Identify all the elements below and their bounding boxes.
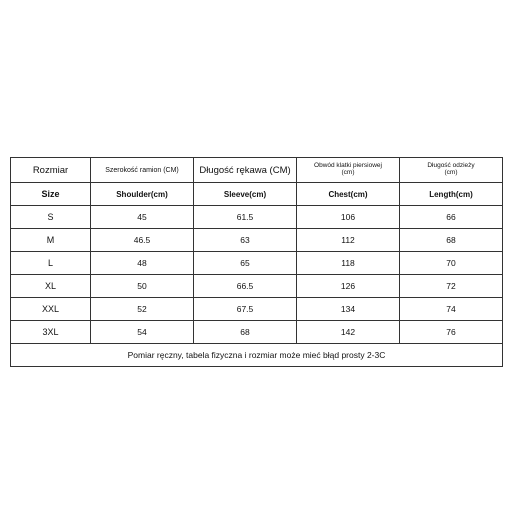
header-cell-size-pl: Rozmiar <box>11 158 91 183</box>
sleeve-cell: 61.5 <box>194 206 297 229</box>
size-cell: S <box>11 206 91 229</box>
chest-cell: 112 <box>297 229 400 252</box>
table-row <box>11 206 503 229</box>
length-cell: 68 <box>400 229 503 252</box>
sleeve-cell: 68 <box>194 321 297 344</box>
table-row <box>11 275 503 298</box>
header-cell-chest-pl <box>297 158 400 183</box>
table-row <box>11 321 503 344</box>
shoulder-cell: 45 <box>91 206 194 229</box>
header-row-english <box>11 183 503 206</box>
header-cell-length-pl <box>400 158 503 183</box>
header-cell-shoulder-pl: Szerokość ramion (CM) <box>91 158 194 183</box>
shoulder-cell: 46.5 <box>91 229 194 252</box>
length-cell: 70 <box>400 252 503 275</box>
length-cell: 76 <box>400 321 503 344</box>
length-cell: 74 <box>400 298 503 321</box>
sleeve-cell: 67.5 <box>194 298 297 321</box>
shoulder-cell: 48 <box>91 252 194 275</box>
sleeve-cell: 63 <box>194 229 297 252</box>
shoulder-cell: 50 <box>91 275 194 298</box>
header-cell-size-en: Size <box>11 183 91 206</box>
header-cell-sleeve-en: Sleeve(cm) <box>194 183 297 206</box>
header-cell-shoulder-en: Shoulder(cm) <box>91 183 194 206</box>
header-cell-length-en: Length(cm) <box>400 183 503 206</box>
size-cell: XL <box>11 275 91 298</box>
chest-cell: 106 <box>297 206 400 229</box>
length-cell: 72 <box>400 275 503 298</box>
header-length-pl-label: Długość odzieży (cm) <box>427 162 475 176</box>
chest-cell: 134 <box>297 298 400 321</box>
header-cell-sleeve-pl: Długość rękawa (CM) <box>194 158 297 183</box>
header-row-polish <box>11 158 503 183</box>
chest-cell: 126 <box>297 275 400 298</box>
chest-cell: 142 <box>297 321 400 344</box>
header-chest-pl-label: Obwód klatki piersiowej (cm) <box>314 162 382 176</box>
size-cell: XXL <box>11 298 91 321</box>
table-row <box>11 252 503 275</box>
sleeve-cell: 65 <box>194 252 297 275</box>
size-cell: M <box>11 229 91 252</box>
sleeve-cell: 66.5 <box>194 275 297 298</box>
shoulder-cell: 54 <box>91 321 194 344</box>
measurement-note: Pomiar ręczny, tabela fizyczna i rozmiar może mieć błąd prosty 2-3C <box>11 344 503 367</box>
size-chart-table <box>10 157 503 367</box>
header-cell-chest-en: Chest(cm) <box>297 183 400 206</box>
size-cell: L <box>11 252 91 275</box>
length-cell: 66 <box>400 206 503 229</box>
chest-cell: 118 <box>297 252 400 275</box>
shoulder-cell: 52 <box>91 298 194 321</box>
table-row <box>11 229 503 252</box>
note-row <box>11 344 503 367</box>
table-row <box>11 298 503 321</box>
size-cell: 3XL <box>11 321 91 344</box>
